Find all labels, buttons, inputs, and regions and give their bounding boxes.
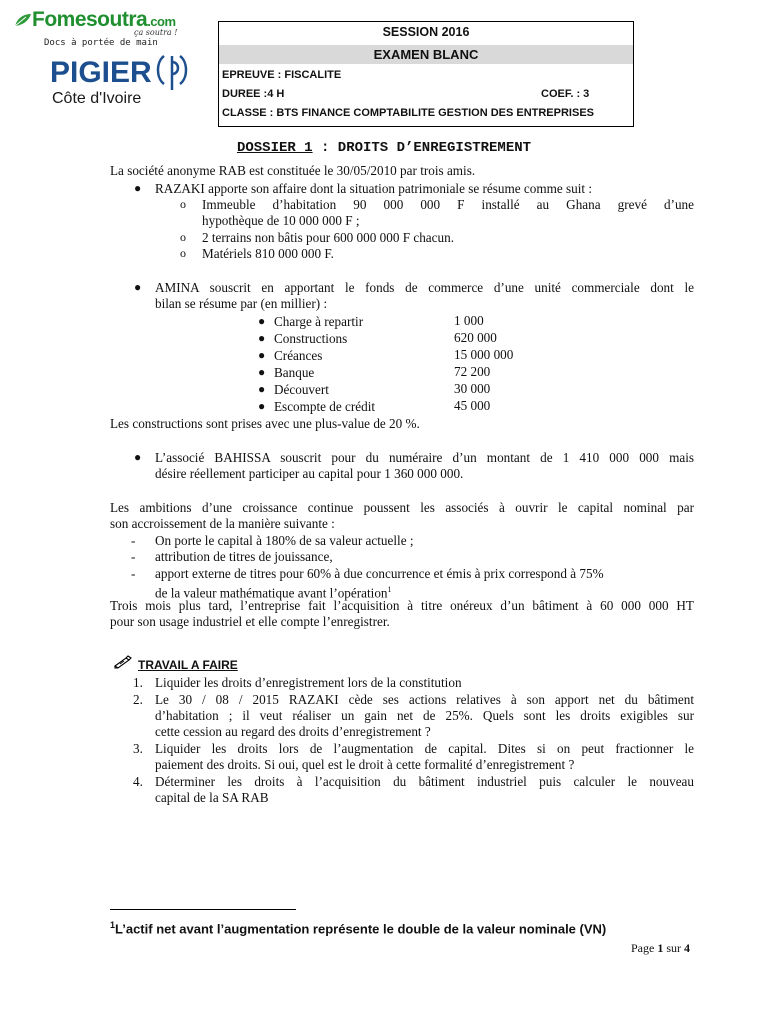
bullet-icon: ● <box>258 365 266 379</box>
amina-note: Les constructions sont prises avec une plus-value de 20 %. <box>110 416 420 431</box>
task-3-line-2: paiement des droits. Si oui, quel est le droit à cette formalité d’enregistrement ? <box>155 757 575 772</box>
ambitions-line-2: son accroissement de la manière suivante : <box>110 516 335 531</box>
razaki-item-3: Matériels 810 000 000 F. <box>202 246 334 261</box>
footnote <box>110 917 606 937</box>
ambitions-item-2: attribution de titres de jouissance, <box>155 549 333 564</box>
travail-label: TRAVAIL A FAIRE <box>138 658 238 672</box>
leaf-icon <box>14 12 32 28</box>
amina-row-value: 620 000 <box>454 330 497 345</box>
dash-icon: - <box>131 566 136 581</box>
amina-row-label: Escompte de crédit <box>274 399 376 414</box>
page-total: 4 <box>684 941 690 955</box>
pigier-emblem-icon <box>154 52 190 92</box>
amina-row-value: 30 000 <box>454 381 491 396</box>
session-label: SESSION 2016 <box>382 25 470 39</box>
amina-row-value: 15 000 000 <box>454 347 514 362</box>
amina-row-value: 72 200 <box>454 364 491 379</box>
dash-icon: - <box>131 549 136 564</box>
amina-row-value: 45 000 <box>454 398 491 413</box>
fomesoutra-brand: Fomesoutra.com <box>32 8 176 31</box>
amina-lead-1: AMINA souscrit en apportant le fonds de commerce d’une unité commerciale dont le <box>155 280 694 295</box>
footnote-separator <box>110 909 296 910</box>
task-number: 2. <box>133 692 143 707</box>
fomesoutra-logo <box>14 8 214 48</box>
amina-row-label: Créances <box>274 348 323 363</box>
page-current: 1 <box>657 941 664 955</box>
ambitions-line-1: Les ambitions d’une croissance continue poussent les associés à ouvrir le capital nominal par <box>110 500 694 515</box>
epreuve-label: EPREUVE : FISCALITE <box>222 69 342 81</box>
exam-header-box <box>218 21 634 127</box>
amina-row-label: Charge à repartir <box>274 314 364 329</box>
razaki-item-1: Immeuble d’habitation 90 000 000 F installé au Ghana grevé d’une <box>202 197 694 212</box>
duree-label: DUREE :4 H <box>222 88 285 100</box>
bullet-icon: ● <box>134 450 142 464</box>
exam-type-label: EXAMEN BLANC <box>219 45 633 64</box>
task-2-line-2: d’habitation ; il veut réaliser un gain net de 25%. Quels sont les droits exigibles sur <box>155 708 694 723</box>
dossier-title <box>0 140 768 156</box>
sub-bullet-icon: o <box>180 230 186 244</box>
pigier-name: PIGIER <box>50 56 152 89</box>
bullet-icon: ● <box>134 181 142 195</box>
task-3-line-1: Liquider les droits lors de l’augmentation de capital. Dites si on peut fractionner le <box>155 741 694 756</box>
sub-bullet-icon: o <box>180 246 186 260</box>
task-1-line-1: Liquider les droits d’enregistrement lors de la constitution <box>155 675 462 690</box>
task-4-line-1: Déterminer les droits à l’acquisition du bâtiment industriel puis calculer le nouveau <box>155 774 694 789</box>
footnote-text: L’actif net avant l’augmentation représente le double de la valeur nominale (VN) <box>115 921 607 937</box>
intro-paragraph: La société anonyme RAB est constituée le 30/05/2010 par trois amis. <box>110 163 476 178</box>
bullet-icon: ● <box>134 280 142 294</box>
razaki-item-1-cont: hypothèque de 10 000 000 F ; <box>202 213 360 228</box>
footnote-mark: 1 <box>110 920 116 930</box>
classe-label: CLASSE : BTS FINANCE COMPTABILITE GESTION DES ENTREPRISES <box>222 107 594 119</box>
task-2-line-1: Le 30 / 08 / 2015 RAZAKI cède ses actions relatives à son apport net du bâtiment <box>155 692 694 707</box>
task-number: 3. <box>133 741 143 756</box>
ambitions-item-1: On porte le capital à 180% de sa valeur actuelle ; <box>155 533 414 548</box>
footnote-ref: 1 <box>387 585 392 594</box>
coef-label: COEF. : 3 <box>541 88 590 100</box>
ambitions-item-3: apport externe de titres pour 60% à due concurrence et émis à prix correspond à 75% <box>155 566 604 581</box>
bahissa-line-2: désire réellement participer au capital pour 1 360 000 000. <box>155 466 464 481</box>
amina-row-label: Constructions <box>274 331 348 346</box>
task-number: 4. <box>133 774 143 789</box>
page-indicator <box>631 940 690 956</box>
bullet-icon: ● <box>258 382 266 396</box>
fomesoutra-tagline: Docs à portée de main <box>44 38 158 48</box>
task-number: 1. <box>133 675 143 690</box>
fomesoutra-slogan: ça soutra ! <box>134 28 178 37</box>
page-prefix: Page <box>631 941 658 955</box>
dossier-number: DOSSIER 1 <box>236 140 313 156</box>
dash-icon: - <box>131 533 136 548</box>
pigier-country: Côte d'Ivoire <box>52 90 142 107</box>
sub-bullet-icon: o <box>180 197 186 211</box>
ambitions-item-3-cont-text: de la valeur mathématique avant l’opération <box>155 585 388 601</box>
trois-mois-line-1: Trois mois plus tard, l’entreprise fait l’acquisition à titre onéreux d’un bâtiment à 60 000 000 HT <box>110 598 694 613</box>
bullet-icon: ● <box>258 399 266 413</box>
bahissa-line-1: L’associé BAHISSA souscrit pour du numéraire d’un montant de 1 410 000 000 mais <box>155 450 694 465</box>
pencil-hand-icon <box>114 655 134 669</box>
bullet-icon: ● <box>258 314 266 328</box>
amina-lead-2: bilan se résume par (en millier) : <box>155 296 328 311</box>
amina-row-label: Découvert <box>274 382 329 397</box>
task-4-line-2: capital de la SA RAB <box>155 790 269 805</box>
razaki-item-2: 2 terrains non bâtis pour 600 000 000 F chacun. <box>202 230 454 245</box>
pigier-logo <box>50 52 210 112</box>
dossier-subject: : DROITS D’ENREGISTREMENT <box>312 140 532 156</box>
bullet-icon: ● <box>258 348 266 362</box>
amina-row-value: 1 000 <box>454 313 484 328</box>
razaki-lead: RAZAKI apporte son affaire dont la situation patrimoniale se résume comme suit : <box>155 181 593 196</box>
amina-row-label: Banque <box>274 365 315 380</box>
task-2-line-3: cette cession au regard des droits d’enregistrement ? <box>155 724 431 739</box>
page-middle: sur <box>663 941 684 955</box>
bullet-icon: ● <box>258 331 266 345</box>
trois-mois-line-2: pour son usage industriel et elle compte l’enregistrer. <box>110 614 390 629</box>
